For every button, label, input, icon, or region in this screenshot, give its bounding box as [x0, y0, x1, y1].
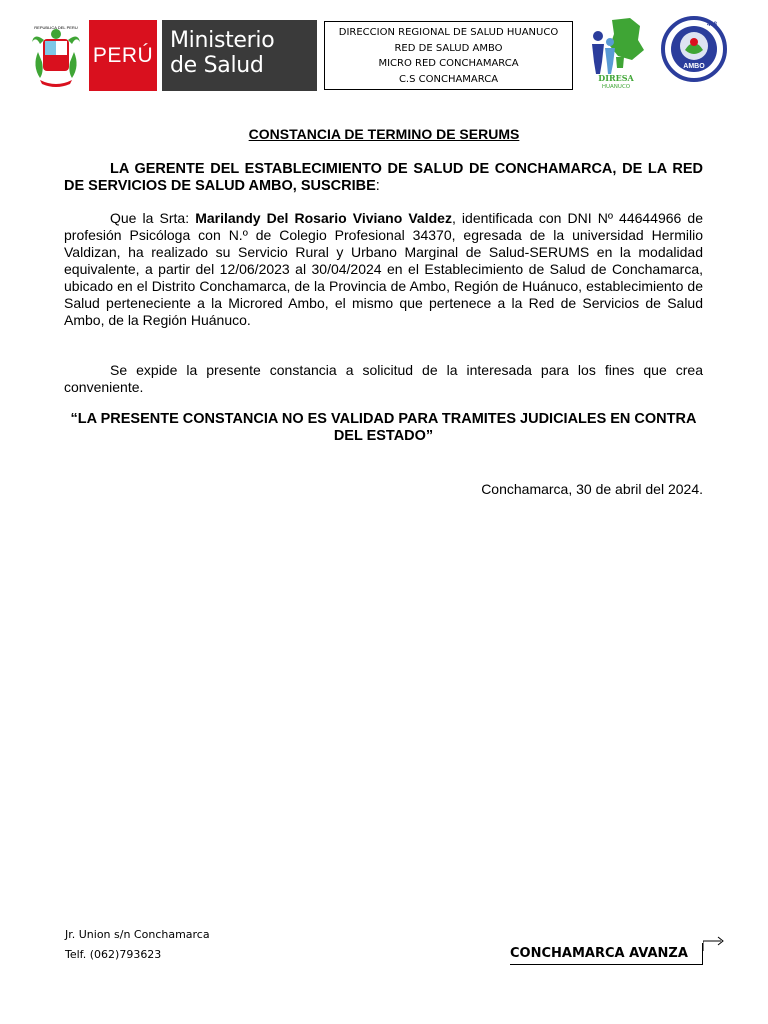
validity-notice-text: “LA PRESENTE CONSTANCIA NO ES VALIDAD PARA TRAMITES JUDICIALES EN CONTRA DEL ESTADO”	[70, 411, 697, 444]
document-title-text: CONSTANCIA DE TERMINO DE SERUMS	[248, 126, 520, 142]
body-prefix: Que la Srta:	[110, 210, 196, 226]
ambo-logo-text: AMBO	[683, 63, 705, 70]
header-line-cs: C.S CONCHAMARCA	[398, 73, 499, 85]
person-name: Marilandy Del Rosario Viviano Valdez	[195, 210, 452, 226]
header-line-diresa: DIRECCION REGIONAL DE SALUD HUANUCO	[338, 27, 559, 38]
issuance-paragraph	[64, 362, 703, 396]
date-line-text: Conchamarca, 30 de abril del 2024.	[481, 481, 703, 497]
ministry-of-health-logo	[162, 20, 317, 91]
footer-slogan	[510, 943, 703, 965]
peru-coat-of-arms-logo	[30, 22, 82, 88]
footer-phone: Telf. (062)793623	[65, 948, 162, 961]
intro-colon: :	[375, 178, 380, 194]
validity-notice	[64, 411, 703, 445]
ministry-line-2: de Salud	[170, 53, 264, 78]
diresa-huanuco-logo	[582, 16, 648, 90]
body-paragraph	[64, 210, 703, 329]
peru-label-text: PERÚ	[92, 43, 154, 67]
diresa-logo-subtext: HUANUCO	[601, 84, 631, 90]
peru-label	[89, 20, 157, 91]
diresa-logo-text: DIRESA	[598, 73, 634, 83]
footer-contact	[65, 925, 210, 965]
header-line-microred: MICRO RED CONCHAMARCA	[378, 58, 519, 69]
document-title	[0, 126, 768, 142]
ambo-logo-number: 408	[707, 22, 718, 28]
header-line-red: RED DE SALUD AMBO	[394, 42, 503, 54]
date-line	[64, 481, 703, 498]
institution-header-box	[324, 21, 573, 90]
footer-slogan-text: CONCHAMARCA AVANZA	[510, 946, 688, 961]
shield-motto: REPUBLICA DEL PERU	[34, 25, 78, 30]
body-details: , identificada con DNI Nº 44644966 de profesión Psicóloga con N.º de Colegio Profesional 34370, egresada de la universidad Hermilio Valdizan, ha realizado su Servicio Rural y Urbano Marginal de Salud-SERUMS en la modalidad equivalente, a partir del 12/06/2023 al 30/04/2024 en el Establecimiento de Salud de Conchamarca, ubicado en el Distrito Conchamarca, de la Provincia de Ambo, Región de Huánuco, establecimiento de Salud perteneciente a la Microred Ambo, el mismo que pertenece a la Red de Servicios de Salud Ambo, de la Región Huánuco.	[64, 210, 703, 328]
intro-paragraph	[64, 161, 703, 195]
footer-address: Jr. Union s/n Conchamarca	[65, 928, 210, 941]
red-de-salud-ambo-logo	[657, 16, 731, 82]
ministry-line-1: Ministerio	[170, 28, 275, 53]
issuance-text: Se expide la presente constancia a solicitud de la interesada para los fines que crea conveniente.	[64, 362, 703, 395]
intro-bold-text: LA GERENTE DEL ESTABLECIMIENTO DE SALUD DE CONCHAMARCA, DE LA RED DE SERVICIOS DE SALUD AMBO, SUSCRIBE	[64, 161, 703, 194]
arrow-right-icon	[703, 935, 727, 951]
